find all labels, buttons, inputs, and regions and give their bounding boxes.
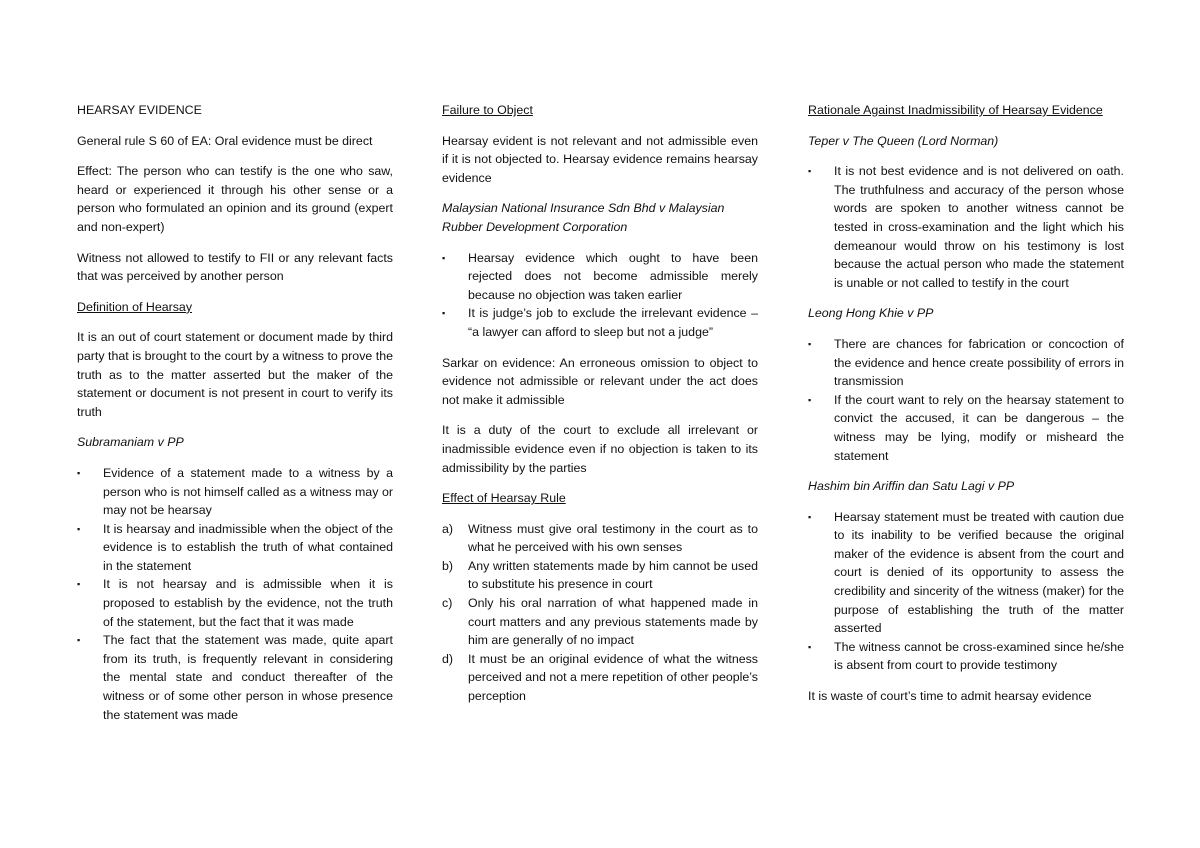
case-subramaniam: Subramaniam v PP — [77, 435, 184, 450]
list-item: ▪ The fact that the statement was made, quite apart from its truth, is frequently relevant in considering the mental state and conduct thereafter of the witness or of some other person in whose presence the statement was made — [77, 633, 393, 722]
list-item: ▪ Evidence of a statement made to a witness by a person who is not himself called as a witness may or may not be hearsay — [77, 465, 393, 518]
definition-heading: Definition of Hearsay — [77, 299, 193, 314]
effect-heading: Effect of Hearsay Rule — [442, 491, 566, 506]
definition-paragraph: It is an out of court statement or document made by third party that is brought to the court by a witness to prove the truth as to the matter asserted but the maker of the statement or document is not present in court to verify its truth — [77, 330, 393, 419]
failure-intro: Hearsay evident is not relevant and not admissible even if it is not objected to. Hearsay evidence remains hearsay evidence — [442, 133, 758, 185]
document-title: HEARSAY EVIDENCE — [77, 103, 202, 117]
effect-paragraph: Effect: The person who can testify is the one who saw, heard or experienced it through his other sense or a person who formulated an opinion and its ground (expert and non-expert) — [77, 164, 393, 234]
duty-paragraph: It is a duty of the court to exclude all irrelevant or inadmissible evidence even if no objection is taken to its admissibility by the parties — [442, 423, 758, 475]
general-rule: General rule S 60 of EA: Oral evidence must be direct — [77, 133, 373, 148]
hashim-bullets — [808, 508, 1124, 675]
list-item: b) Any written statements made by him cannot be used to substitute his presence in court — [442, 558, 758, 592]
list-item: ▪ Hearsay evidence which ought to have been rejected does not become admissible merely because no objection was taken earlier — [442, 250, 758, 302]
bullet-icon: ▪ — [808, 338, 812, 349]
mni-bullets — [442, 249, 758, 342]
leong-bullets — [808, 335, 1124, 465]
case-leong: Leong Hong Khie v PP — [808, 306, 934, 321]
bullet-icon: ▪ — [808, 641, 812, 652]
list-item: a) Witness must give oral testimony in the court as to what he perceived with his own senses — [442, 521, 758, 555]
list-item: ▪ It is not hearsay and is admissible when it is proposed to establish by the evidence, not the truth of the statement, but the fact that it was made — [77, 577, 393, 629]
bullet-icon: ▪ — [77, 523, 81, 534]
effects-list — [442, 520, 758, 706]
bullet-icon: ▪ — [808, 166, 812, 177]
sarkar-paragraph: Sarkar on evidence: An erroneous omission to object to evidence not admissible or relevant under the act does not make it admissible — [442, 355, 758, 407]
list-item: ▪ It is not best evidence and is not delivered on oath. The truthfulness and accuracy of the person whose words are spoken to another witness cannot be tested in cross-examination and the light which his demeanour would throw on his testimony is lost because the actual person who made the statement is unable or not called to testify in the court — [808, 164, 1124, 290]
closing-paragraph: It is waste of court’s time to admit hearsay evidence — [808, 689, 1092, 704]
failure-to-object-heading: Failure to Object — [442, 103, 533, 117]
bullet-icon: ▪ — [442, 252, 446, 263]
list-item: ▪ If the court want to rely on the hearsay statement to convict the accused, it can be dangerous – the witness may be lying, modify or misheard the statement — [808, 392, 1124, 463]
list-item: c) Only his oral narration of what happened made in court matters and any previous statements made by him are generally of no impact — [442, 596, 758, 648]
bullet-icon: ▪ — [77, 579, 81, 590]
list-item: d) It must be an original evidence of what the witness perceived and not a mere repetition of other people’s perception — [442, 651, 758, 704]
bullet-icon: ▪ — [442, 308, 446, 319]
bullet-icon: ▪ — [808, 394, 812, 405]
column-1 — [77, 101, 393, 736]
list-item: ▪ Hearsay statement must be treated with caution due to its inability to be verified because the original maker of the evidence is absent from the court and court is denied of its opportunity to assess the credibility and sincerity of the witness (maker) for the purpose of establishing the truth of the matter asserted — [808, 509, 1124, 636]
list-item: ▪ The witness cannot be cross-examined since he/she is absent from court to provide testimony — [808, 639, 1124, 673]
bullet-icon: ▪ — [77, 467, 81, 478]
list-item: ▪ There are chances for fabrication or concoction of the evidence and hence create possibility of errors in transmission — [808, 336, 1124, 389]
case-hashim: Hashim bin Ariffin dan Satu Lagi v PP — [808, 479, 1015, 494]
subramaniam-bullets — [77, 464, 393, 724]
case-teper: Teper v The Queen (Lord Norman) — [808, 133, 999, 148]
bullet-icon: ▪ — [77, 635, 81, 646]
witness-paragraph: Witness not allowed to testify to FII or any relevant facts that was perceived by another person — [77, 250, 393, 284]
list-item: ▪ It is hearsay and inadmissible when the object of the evidence is to establish the truth of what contained in the statement — [77, 521, 393, 573]
bullet-icon: ▪ — [808, 511, 812, 522]
teper-bullets — [808, 162, 1124, 292]
list-item: ▪ It is judge’s job to exclude the irrelevant evidence – “a lawyer can afford to sleep but not a judge” — [442, 306, 758, 339]
column-2 — [442, 101, 758, 718]
rationale-heading: Rationale Against Inadmissibility of Hearsay Evidence — [808, 103, 1103, 117]
column-3 — [808, 101, 1124, 718]
case-mni: Malaysian National Insurance Sdn Bhd v Malaysian Rubber Development Corporation — [442, 201, 725, 234]
